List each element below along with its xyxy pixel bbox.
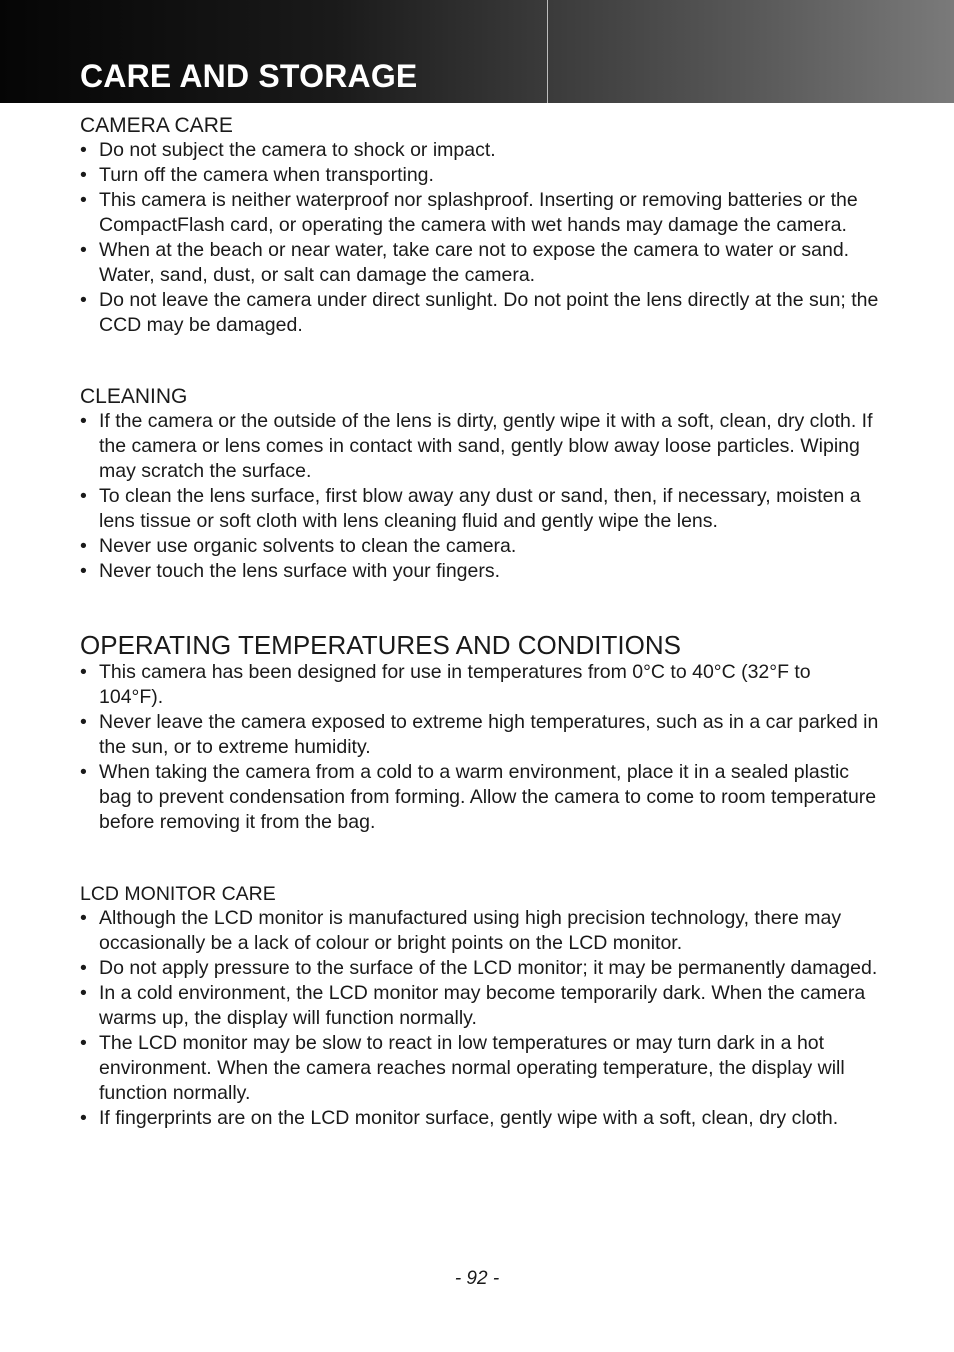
page-title: CARE AND STORAGE [80, 58, 418, 94]
list-item: • Do not leave the camera under direct sunlight. Do not point the lens directly at the sun; the CCD may be damaged. [80, 288, 880, 338]
list-item: • Never touch the lens surface with your fingers. [80, 559, 880, 584]
list-item: • When taking the camera from a cold to a warm environment, place it in a sealed plastic bag to prevent condensation from forming. Allow the camera to come to room temperature before removing it from the bag. [80, 760, 880, 835]
cleaning-list [80, 409, 880, 584]
section-cleaning [80, 384, 880, 584]
camera-care-list [80, 138, 880, 338]
list-item: • Turn off the camera when transporting. [80, 163, 880, 188]
list-item: • Never use organic solvents to clean the camera. [80, 534, 880, 559]
section-heading-cleaning: CLEANING [80, 385, 188, 408]
list-item: • In a cold environment, the LCD monitor may become temporarily dark. When the camera warms up, the display will function normally. [80, 981, 880, 1031]
page-content [80, 113, 880, 1131]
header-divider [547, 0, 548, 103]
list-item: • This camera is neither waterproof nor splashproof. Inserting or removing batteries or the CompactFlash card, or operating the camera with wet hands may damage the camera. [80, 188, 880, 238]
list-item: • This camera has been designed for use in temperatures from 0°C to 40°C (32°F to 104°F). [80, 660, 880, 710]
list-item: • Do not apply pressure to the surface of the LCD monitor; it may be permanently damaged. [80, 956, 880, 981]
list-item: • The LCD monitor may be slow to react in low temperatures or may turn dark in a hot environment. When the camera reaches normal operating temperature, the display will function normally. [80, 1031, 880, 1106]
list-item: • Never leave the camera exposed to extreme high temperatures, such as in a car parked in the sun, or to extreme humidity. [80, 710, 880, 760]
section-heading-operating-conditions: OPERATING TEMPERATURES AND CONDITIONS [80, 630, 681, 660]
operating-conditions-list [80, 660, 880, 835]
list-item: • If the camera or the outside of the lens is dirty, gently wipe it with a soft, clean, dry cloth. If the camera or lens comes in contact with sand, gently blow away loose particles. Wiping may scratch the surface. [80, 409, 880, 484]
page-header-banner [0, 0, 954, 103]
page-number: - 92 - [454, 1268, 500, 1289]
list-item: • To clean the lens surface, first blow away any dust or sand, then, if necessary, moisten a lens tissue or soft cloth with lens cleaning fluid and gently wipe the lens. [80, 484, 880, 534]
lcd-monitor-care-list [80, 906, 880, 1131]
section-camera-care [80, 113, 880, 338]
section-heading-lcd-monitor-care: LCD MONITOR CARE [80, 883, 276, 905]
list-item: • When at the beach or near water, take care not to expose the camera to water or sand. Water, sand, dust, or salt can damage the camera. [80, 238, 880, 288]
section-operating-conditions [80, 630, 880, 835]
list-item: • If fingerprints are on the LCD monitor surface, gently wipe with a soft, clean, dry cloth. [80, 1106, 880, 1131]
list-item: • Although the LCD monitor is manufactured using high precision technology, there may occasionally be a lack of colour or bright points on the LCD monitor. [80, 906, 880, 956]
section-lcd-monitor-care [80, 882, 880, 1131]
section-heading-camera-care: CAMERA CARE [80, 114, 233, 137]
list-item: • Do not subject the camera to shock or impact. [80, 138, 880, 163]
